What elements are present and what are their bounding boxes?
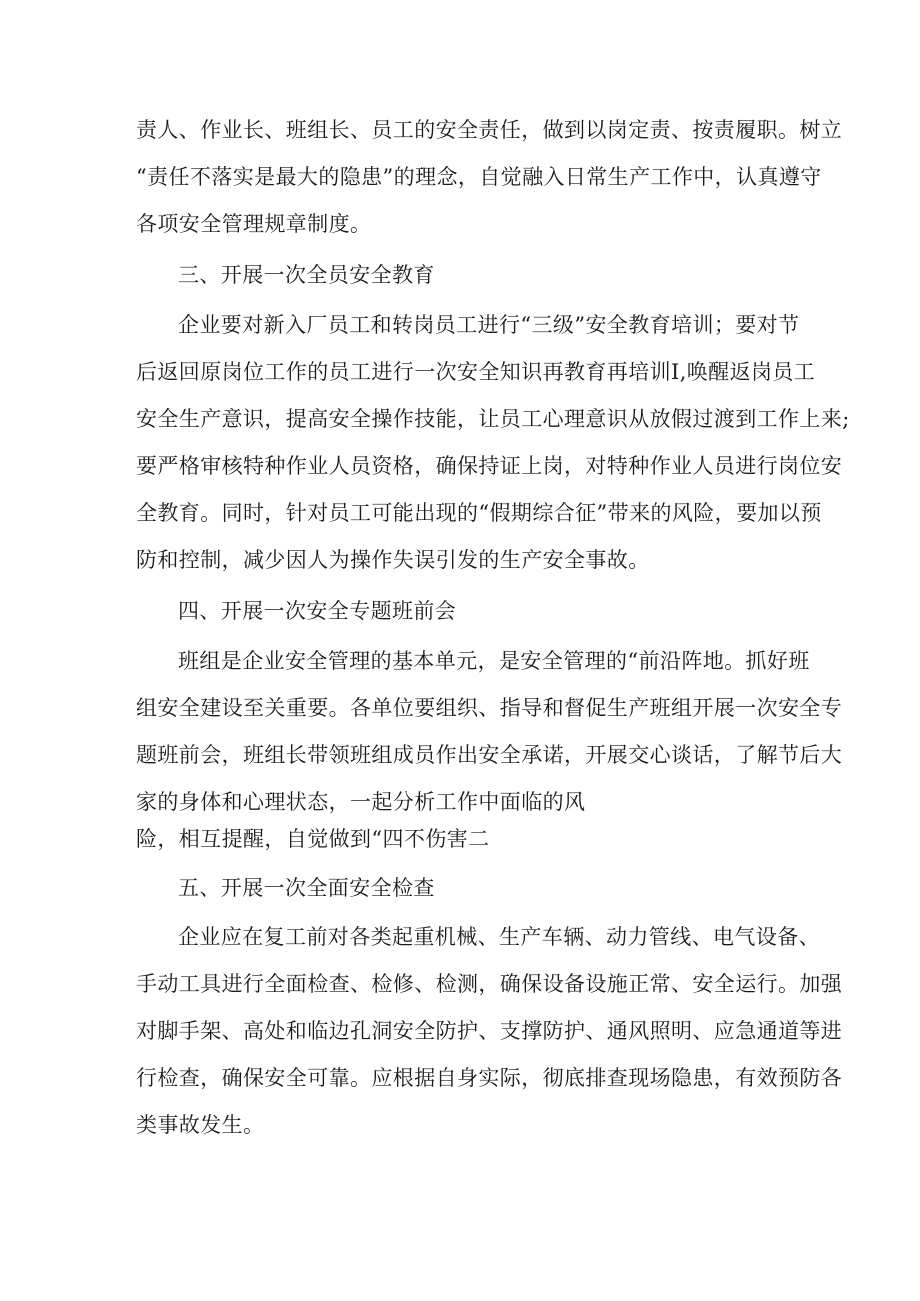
text-line: 企业应在复工前对各类起重机械、生产车辆、动力管线、电气设备、	[178, 925, 820, 949]
text-line: 班组是企业安全管理的基本单元，是安全管理的“前沿阵地。抓好班	[178, 649, 810, 673]
text-line: 全教育。同时，针对员工可能出现的“假期综合征”带来的风险，要加以预	[136, 501, 822, 525]
text-line: “责任不落实是最大的隐患”的理念，自觉融入日常生产工作中，认真遵守	[136, 165, 822, 189]
text-line: 后返回原岗位工作的员工进行一次安全知识再教育再培训I,唤醒返岗员工	[136, 360, 816, 384]
text-line: 类事故发生。	[136, 1113, 265, 1137]
text-line: 安全生产意识，提高安全操作技能，让员工心理意识从放假过渡到工作上来;	[136, 407, 850, 431]
text-line: 险，相互提醒，自觉做到“四不伤害二	[136, 827, 490, 851]
text-line: 责人、作业长、班组长、员工的安全责任，做到以岗定责、按责履职。树立	[136, 118, 843, 142]
section-heading: 三、开展一次全员安全教育	[178, 263, 435, 287]
section-heading: 四、开展一次安全专题班前会	[178, 599, 457, 623]
text-line: 组安全建设至关重要。各单位要组织、指导和督促生产班组开展一次安全专	[136, 696, 843, 720]
text-line: 行检查，确保安全可靠。应根据自身实际，彻底排查现场隐患，有效预防各	[136, 1066, 843, 1090]
text-line: 各项安全管理规章制度。	[136, 212, 372, 236]
text-line: 要严格审核特种作业人员资格，确保持证上岗，对特种作业人员进行岗位安	[136, 454, 843, 478]
text-line: 家的身体和心理状态，一起分析工作中面临的风	[136, 790, 586, 814]
text-line: 防和控制，减少因人为操作失误引发的生产安全事故。	[136, 548, 650, 572]
text-line: 企业要对新入厂员工和转岗员工进行“三级”安全教育培训；要对节	[178, 313, 800, 337]
text-line: 题班前会，班组长带领班组成员作出安全承诺，开展交心谈话，了解节后大	[136, 743, 843, 767]
section-heading: 五、开展一次全面安全检查	[178, 876, 435, 900]
text-line: 手动工具进行全面检查、检修、检测，确保设备设施正常、安全运行。加强	[136, 972, 843, 996]
text-line: 对脚手架、高处和临边孔洞安全防护、支撑防护、通风照明、应急通道等进	[136, 1019, 843, 1043]
